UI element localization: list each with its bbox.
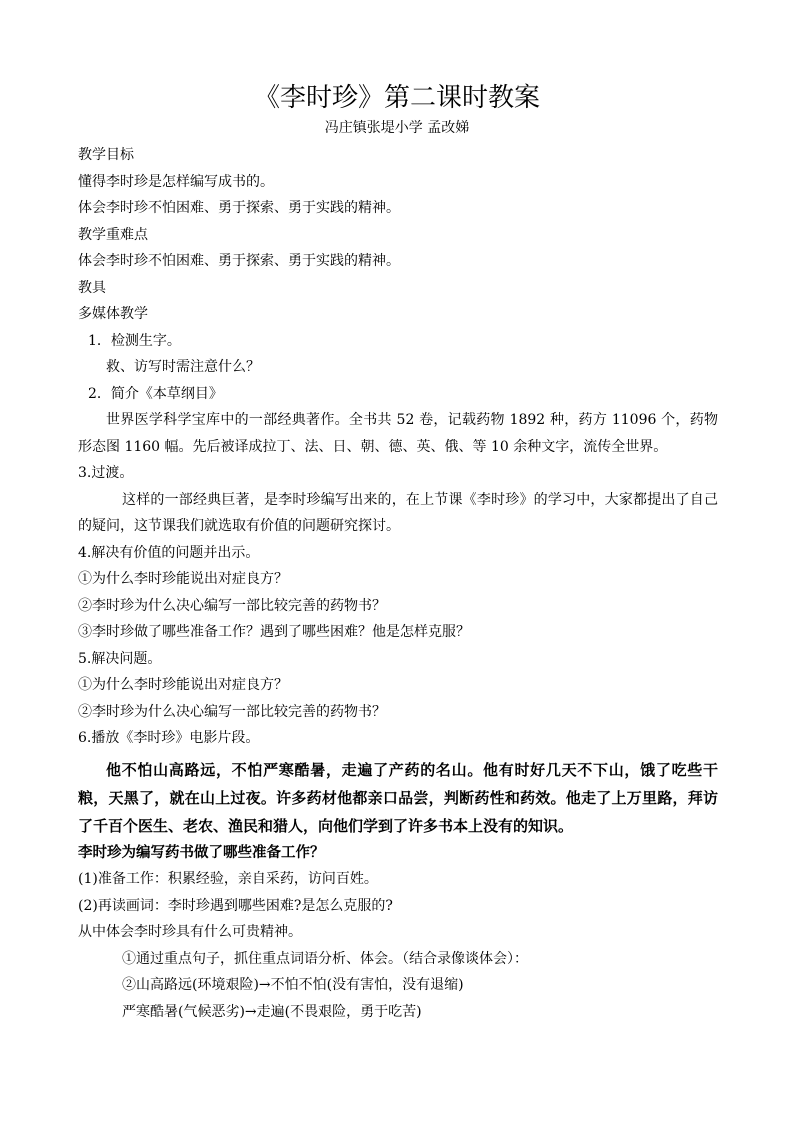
question-item: ②李时珍为什么决心编写一部比较完善的药物书？ <box>78 597 386 614</box>
step-1-question: 救、访写时需注意什么？ <box>106 359 260 375</box>
transition-paragraph: 这样的一部经典巨著，是李时珍编写出来的，在上节课《李时珍》的学习中，大家都提出了自己的疑问，这节课我们就选取有价值的问题研究探讨。 <box>78 491 718 534</box>
heading-teaching-goals: 教学目标 <box>78 147 134 163</box>
question-item: ①为什么李时珍能说出对症良方？ <box>78 571 288 587</box>
analysis-line: ②山高路远(环境艰险)→不怕不怕(没有害怕，没有退缩) <box>122 977 464 993</box>
document-title: 《李时珍》第二课时教案 <box>253 83 540 113</box>
answer-line: (1)准备工作：积累经验，亲自采药，访问百姓。 <box>78 871 378 887</box>
step-4-heading: 4.解决有价值的问题并出示。 <box>78 544 260 561</box>
answer-line: (2)再读画词：李时珍遇到哪些困难?是怎么克服的? <box>78 897 393 914</box>
question-item: ①为什么李时珍能说出对症良方？ <box>78 677 288 693</box>
analysis-line: 严寒酷暑(气候恶劣)→走遍(不畏艰险，勇于吃苦) <box>122 1003 422 1020</box>
goal-line: 懂得李时珍是怎样编写成书的。 <box>78 173 274 190</box>
heading-key-points: 教学重难点 <box>78 226 148 243</box>
question-item: ②李时珍为什么决心编写一部比较完善的药物书？ <box>78 703 386 720</box>
question-item: ③李时珍做了哪些准备工作？遇到了哪些困难？他是怎样克服？ <box>78 624 470 640</box>
preparation-question: 李时珍为编写药书做了哪些准备工作？ <box>78 843 325 861</box>
spirit-question: 从中体会李时珍具有什么可贵精神。 <box>78 924 302 940</box>
analysis-line: ①通过重点句子，抓住重点词语分析、体会。（结合录像谈体会）： <box>122 950 528 967</box>
book-intro-paragraph: 世界医学科学宝库中的一部经典著作。全书共 52 卷，记载药物 1892 种，药方 11096 个，药物形态图 1160 幅。先后被译成拉丁、法、日、朝、德、英、俄、等 10 余种文字，流传全世界。 <box>78 412 718 455</box>
step-1-heading: 1．检测生字。 <box>88 332 181 349</box>
document-body <box>78 142 718 1025</box>
author-line: 冯庄镇张堤小学 孟改娣 <box>324 120 470 136</box>
step-6-heading: 6.播放《李时珍》电影片段。 <box>78 730 260 746</box>
step-3-heading: 3.过渡。 <box>78 465 134 481</box>
heading-teaching-aids: 教具 <box>78 279 106 296</box>
step-2-heading: 2．简介《本草纲目》 <box>88 385 223 402</box>
step-5-heading: 5.解决问题。 <box>78 650 162 667</box>
goal-line: 体会李时珍不怕困难、勇于探索、勇于实践的精神。 <box>78 200 400 216</box>
film-excerpt-paragraph: 他不怕山高路远，不怕严寒酷暑，走遍了产药的名山。他有时好几天不下山，饿了吃些干粮，天黑了，就在山上过夜。许多药材他都亲口品尝，判断药性和药效。他走了上万里路，拜访了千百个医生、老农、渔民和猎人，向他们学到了许多书本上没有的知识。 <box>78 760 718 835</box>
teaching-aid-line: 多媒体教学 <box>78 306 148 322</box>
key-point-line: 体会李时珍不怕困难、勇于探索、勇于实践的精神。 <box>78 253 400 269</box>
